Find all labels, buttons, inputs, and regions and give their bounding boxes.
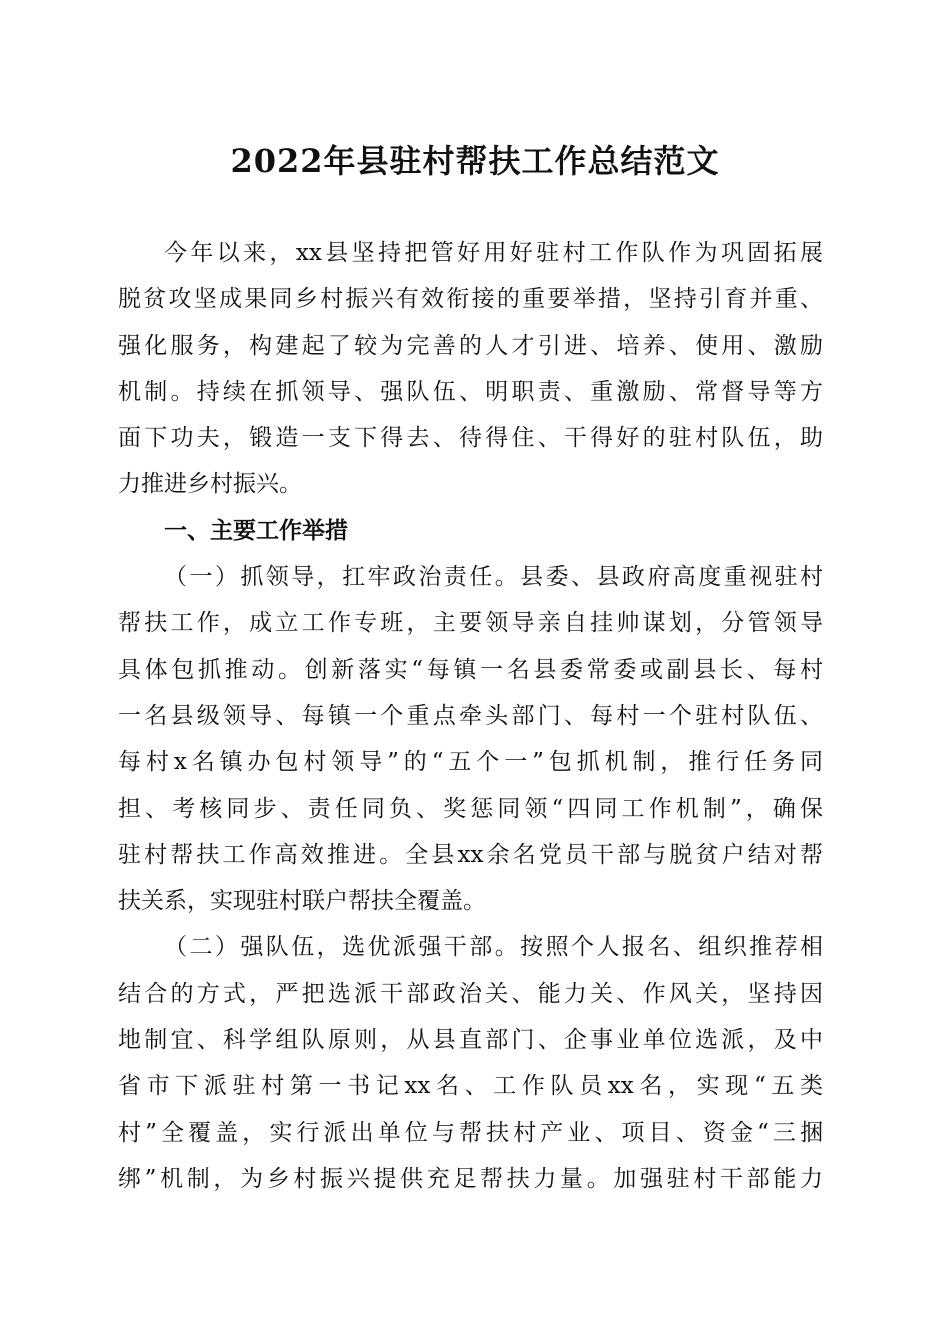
subsection-2-line: 省市下派驻村第一书记xx名、工作队员xx名，实现“五类 xyxy=(118,1073,823,1100)
subsection-2-first-line xyxy=(118,924,823,970)
subsection-1-lead: （一）抓领导，扛牢政治责任。 xyxy=(164,564,521,591)
subsection-2 xyxy=(118,924,823,1202)
subsection-1-line: 帮扶工作，成立工作专班，主要领导亲自挂帅谋划，分管领导 xyxy=(118,610,823,637)
subsection-1-line: 驻村帮扶工作高效推进。全县xx余名党员干部与脱贫户结对帮 xyxy=(118,841,823,868)
subsection-1 xyxy=(118,554,823,924)
section-heading: 一、主要工作举措 xyxy=(164,517,348,544)
subsection-2-line: 绑”机制，为乡村振兴提供充足帮扶力量。加强驻村干部能力 xyxy=(118,1165,823,1192)
subsection-1-line: 具体包抓推动。创新落实“每镇一名县委常委或副县长、每村 xyxy=(118,656,823,683)
subsection-1-first-rest: 县委、县政府高度重视驻村 xyxy=(520,564,824,591)
intro-line: 强化服务，构建起了较为完善的人才引进、培养、使用、激励 xyxy=(118,332,823,359)
subsection-2-line: 村”全覆盖，实行派出单位与帮扶村产业、项目、资金“三捆 xyxy=(118,1119,823,1146)
subsection-2-first-rest: 按照个人报名、组织推荐相 xyxy=(520,934,824,961)
subsection-2-line: 地制宜、科学组队原则，从县直部门、企事业单位选派，及中 xyxy=(118,1027,823,1054)
intro-paragraph xyxy=(118,230,823,508)
subsection-1-line: 扶关系，实现驻村联户帮扶全覆盖。 xyxy=(118,888,486,915)
document-body xyxy=(118,230,823,1202)
document-title: 2022年县驻村帮扶工作总结范文 xyxy=(230,142,720,180)
subsection-1-line: 一名县级领导、每镇一个重点牵头部门、每村一个驻村队伍、 xyxy=(118,702,823,729)
intro-line: 力推进乡村振兴。 xyxy=(118,471,302,498)
intro-line: 今年以来，xx县坚持把管好用好驻村工作队作为巩固拓展 xyxy=(164,240,823,266)
subsection-1-first-line xyxy=(118,554,823,600)
subsection-1-line: 担、考核同步、责任同负、奖惩同领“四同工作机制”，确保 xyxy=(118,795,823,822)
intro-line: 机制。持续在抓领导、强队伍、明职责、重激励、常督导等方 xyxy=(118,378,823,405)
intro-line: 脱贫攻坚成果同乡村振兴有效衔接的重要举措，坚持引育并重、 xyxy=(118,286,823,313)
intro-line: 面下功夫，锻造一支下得去、待得住、干得好的驻村队伍，助 xyxy=(118,425,823,452)
subsection-1-line: 每村x名镇办包村领导”的“五个一”包抓机制，推行任务同 xyxy=(118,749,823,776)
subsection-2-lead: （二）强队伍，选优派强干部。 xyxy=(164,934,521,961)
subsection-2-line: 结合的方式，严把选派干部政治关、能力关、作风关，坚持因 xyxy=(118,980,823,1007)
